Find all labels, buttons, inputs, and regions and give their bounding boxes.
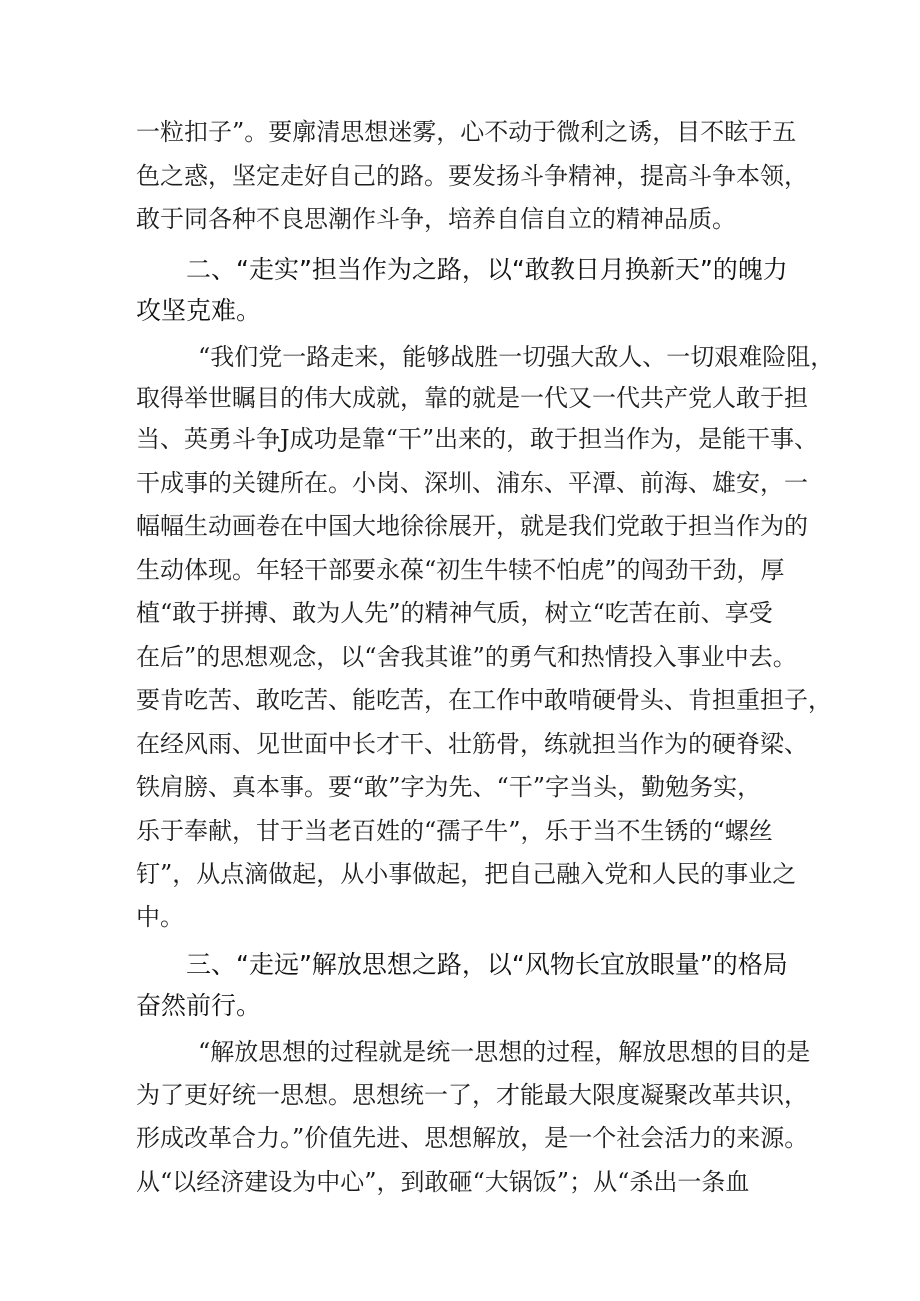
paragraph-line: 形成改革合力。”价值先进、思想解放，是一个社会活力的来源。	[136, 1124, 809, 1152]
paragraph-line: 铁肩膀、真本事。要“敢”字为先、“干”字当头，勤勉务实，	[136, 773, 762, 801]
paragraph-line: 植“敢于拼搏、敢为人先”的精神气质，树立“吃苦在前、享受	[136, 599, 773, 627]
section-heading: 奋然前行。	[136, 991, 262, 1020]
paragraph-line: 在经风雨、见世面中长才干、壮筋骨，练就担当作为的硬脊梁、	[136, 730, 808, 758]
paragraph-line: 一粒扣子”。要廓清思想迷雾，心不动于微利之诱，目不眩于五	[136, 118, 797, 146]
paragraph-line: 当、英勇斗争J成功是靠“干”出来的，敢于担当作为，是能干事、	[136, 425, 819, 453]
section-heading: 三、“走远”解放思想之路，以“风物长宜放眼量”的格局	[186, 950, 788, 979]
section-heading: 攻坚克难。	[136, 296, 262, 325]
paragraph-line: 在后”的思想观念，以“舍我其谁”的勇气和热情投入事业中去。	[136, 643, 797, 671]
paragraph-line: 色之惑，坚定走好自己的路。要发扬斗争精神，提高斗争本领，	[136, 162, 808, 190]
paragraph-line: “我们党一路走来，能够战胜一切强大敌人、一切艰难险阻，	[198, 343, 835, 371]
section-heading: 二、“走实”担当作为之路，以“敢教日月换新天”的魄力	[186, 255, 788, 284]
paragraph-line: 敢于同各种不良思潮作斗争，培养自信自立的精神品质。	[136, 205, 736, 233]
paragraph-line: 从“以经济建设为中心”，到敢砸“大锅饭”；从“杀出一条血	[136, 1168, 750, 1196]
paragraph-line: 干成事的关键所在。小岗、深圳、浦东、平潭、前海、雄安，一	[136, 469, 808, 497]
paragraph-line: 取得举世瞩目的伟大成就，靠的就是一代又一代共产党人敢于担	[136, 384, 808, 412]
paragraph-line: 要肯吃苦、敢吃苦、能吃苦，在工作中敢啃硬骨头、肯担重担子，	[136, 686, 832, 714]
paragraph-line: 为了更好统一思想。思想统一了，才能最大限度凝聚改革共识，	[136, 1081, 808, 1109]
paragraph-line: “解放思想的过程就是统一思想的过程，解放思想的目的是	[198, 1038, 811, 1066]
paragraph-line: 乐于奉献，甘于当老百姓的“孺子牛”，乐于当不生锈的“螺丝	[136, 817, 773, 845]
paragraph-line: 幅幅生动画卷在中国大地徐徐展开，就是我们党敢于担当作为的	[136, 512, 808, 540]
paragraph-line: 钉”，从点滴做起，从小事做起，把自己融入党和人民的事业之	[136, 860, 797, 888]
paragraph-line: 中。	[136, 903, 184, 931]
paragraph-line: 生动体现。年轻干部要永葆“初生牛犊不怕虎”的闯劲干劲，厚	[136, 556, 785, 584]
